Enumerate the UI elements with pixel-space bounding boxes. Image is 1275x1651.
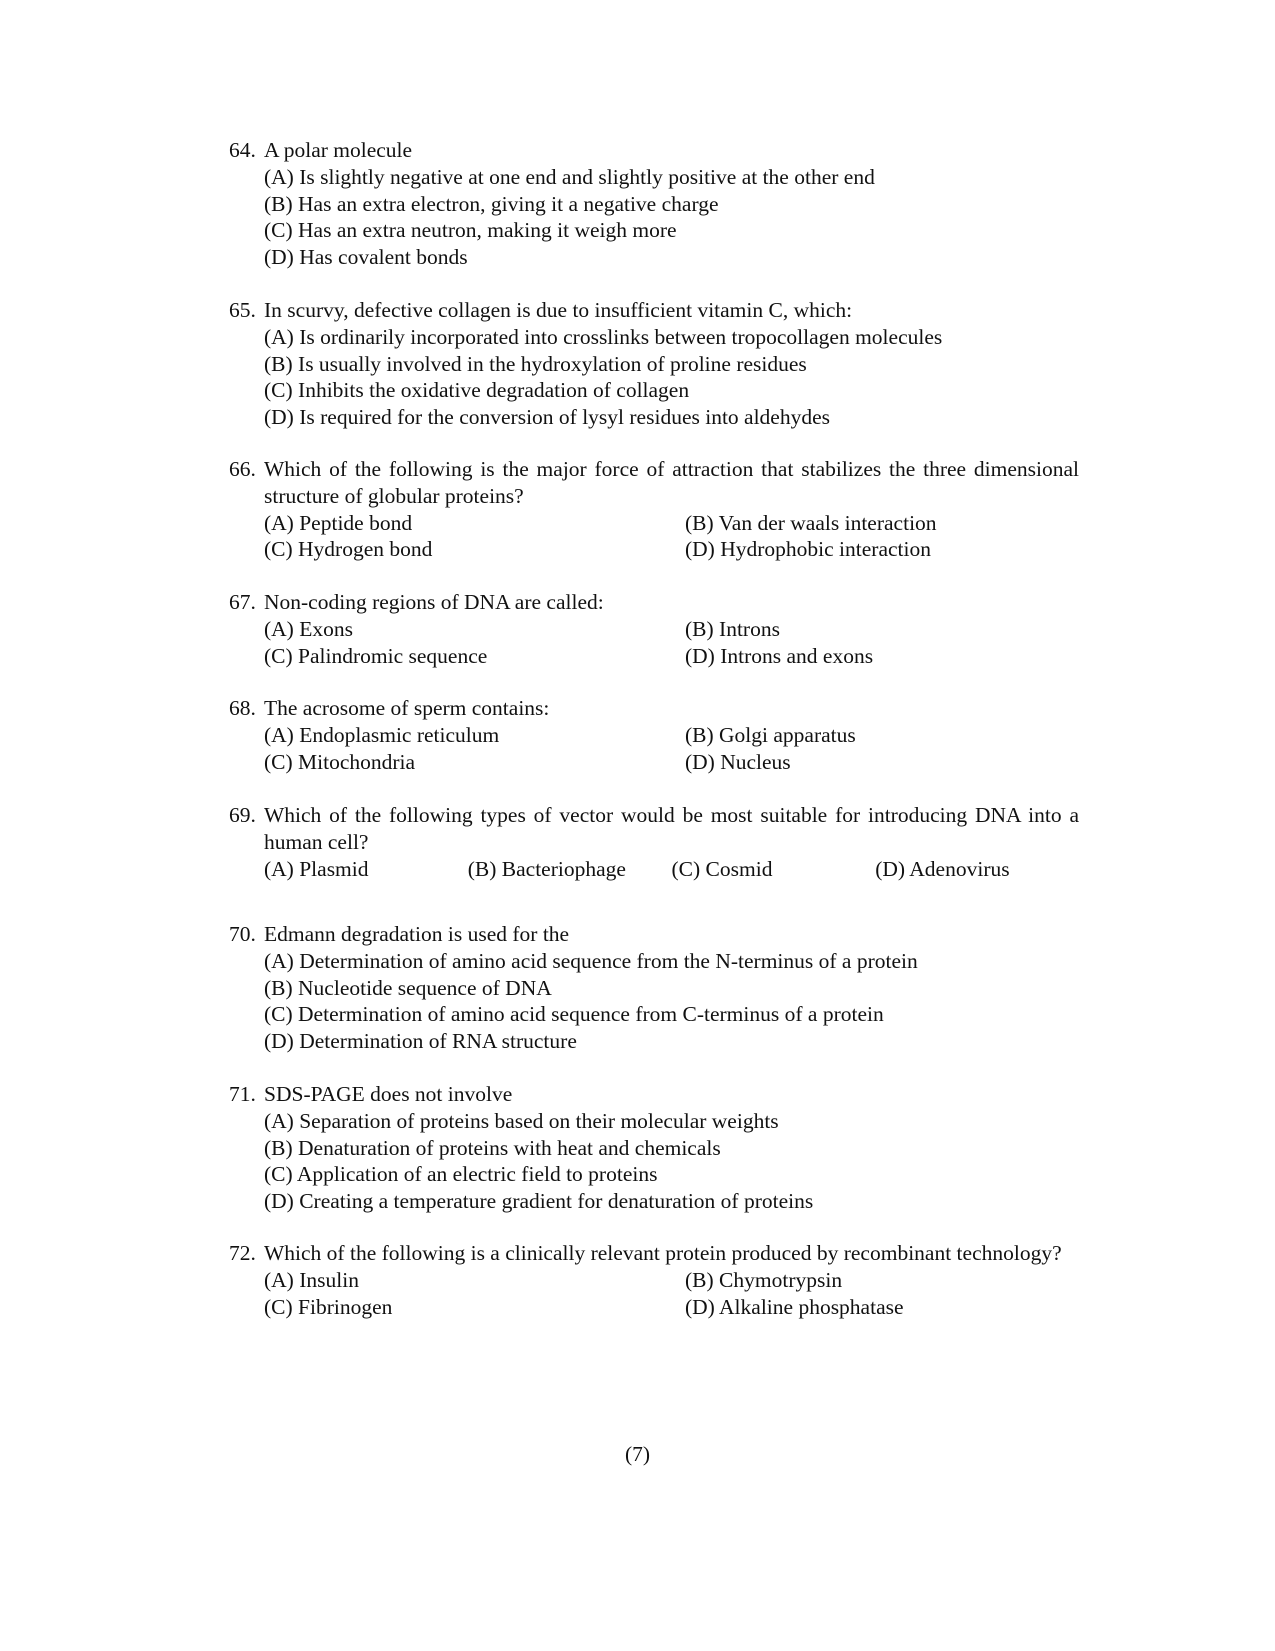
question-70 xyxy=(229,921,1079,1055)
question-number: 72. xyxy=(229,1241,256,1265)
question-stem xyxy=(229,1081,1079,1108)
option-a: (A) Is ordinarily incorporated into crosslinks between tropocollagen molecules xyxy=(264,324,943,349)
question-number: 69. xyxy=(229,803,256,827)
option-d: (D) Is required for the conversion of lysyl residues into aldehydes xyxy=(264,405,831,430)
question-number: 71. xyxy=(229,1082,256,1106)
question-71 xyxy=(229,1081,1079,1215)
question-stem xyxy=(229,921,1079,948)
option-d: (D) Introns and exons xyxy=(685,643,874,668)
options-row xyxy=(229,536,1079,563)
option-d: (D) Hydrophobic interaction xyxy=(685,537,931,562)
option-c: (C) Inhibits the oxidative degradation of collagen xyxy=(264,378,690,403)
question-65 xyxy=(229,297,1079,431)
option-a: (A) Peptide bond xyxy=(264,510,413,535)
question-stem xyxy=(229,802,1079,856)
question-stem xyxy=(229,456,1079,510)
options-row xyxy=(229,1267,1079,1294)
option-c: (C) Palindromic sequence xyxy=(264,643,488,668)
question-number: 64. xyxy=(229,138,256,162)
options-row xyxy=(229,643,1079,670)
question-68 xyxy=(229,695,1079,775)
option-d: (D) Nucleus xyxy=(685,749,791,774)
page-number: (7) xyxy=(624,1442,651,1466)
question-stem xyxy=(229,297,1079,324)
option-a: (A) Insulin xyxy=(264,1267,359,1292)
option-a: (A) Plasmid xyxy=(264,856,369,881)
option-b: (B) Is usually involved in the hydroxylation of proline residues xyxy=(264,351,807,376)
option-a: (A) Separation of proteins based on their molecular weights xyxy=(264,1108,779,1133)
question-text: Non-coding regions of DNA are called: xyxy=(264,590,604,614)
option-c: (C) Fibrinogen xyxy=(264,1294,393,1319)
option-b: (B) Denaturation of proteins with heat and chemicals xyxy=(264,1135,721,1160)
option-c: (C) Has an extra neutron, making it weigh more xyxy=(264,218,677,243)
question-text: Which of the following is a clinically relevant protein produced by recombinant technology? xyxy=(264,1241,1062,1265)
option-a: (A) Endoplasmic reticulum xyxy=(264,722,500,747)
option-c: (C) Hydrogen bond xyxy=(264,537,433,562)
question-69 xyxy=(229,802,1079,882)
option-d: (D) Adenovirus xyxy=(875,856,1010,881)
question-stem xyxy=(229,695,1079,722)
question-72 xyxy=(229,1240,1079,1320)
question-text: Which of the following is the major force of attraction that stabilizes the three dimensional structure of globular proteins? xyxy=(264,457,1079,508)
option-d: (D) Alkaline phosphatase xyxy=(685,1294,904,1319)
option-c: (C) Cosmid xyxy=(671,856,773,881)
question-stem xyxy=(229,589,1079,616)
question-64 xyxy=(229,137,1079,271)
option-b: (B) Has an extra electron, giving it a negative charge xyxy=(264,191,719,216)
question-text: Which of the following types of vector would be most suitable for introducing DNA into a human cell? xyxy=(264,803,1079,854)
option-b: (B) Bacteriophage xyxy=(467,856,626,881)
options-row xyxy=(229,510,1079,537)
options-row xyxy=(229,722,1079,749)
options-row xyxy=(229,616,1079,643)
question-text: The acrosome of sperm contains: xyxy=(264,696,550,720)
question-number: 70. xyxy=(229,922,256,946)
options-row xyxy=(229,1294,1079,1321)
option-b: (B) Introns xyxy=(685,616,780,641)
question-number: 68. xyxy=(229,696,256,720)
question-number: 65. xyxy=(229,298,256,322)
option-a: (A) Determination of amino acid sequence from the N-terminus of a protein xyxy=(264,948,918,973)
option-b: (B) Golgi apparatus xyxy=(685,722,856,747)
question-67 xyxy=(229,589,1079,669)
option-d: (D) Determination of RNA structure xyxy=(264,1029,577,1054)
question-text: A polar molecule xyxy=(264,138,413,162)
option-b: (B) Van der waals interaction xyxy=(685,510,937,535)
option-a: (A) Is slightly negative at one end and slightly positive at the other end xyxy=(264,164,875,189)
option-a: (A) Exons xyxy=(264,616,353,641)
option-b: (B) Nucleotide sequence of DNA xyxy=(264,975,552,1000)
question-number: 66. xyxy=(229,457,256,481)
options-row xyxy=(229,856,1079,883)
option-d: (D) Creating a temperature gradient for denaturation of proteins xyxy=(264,1189,814,1214)
question-stem xyxy=(229,137,1079,164)
question-number: 67. xyxy=(229,590,256,614)
option-c: (C) Mitochondria xyxy=(264,749,416,774)
option-c: (C) Application of an electric field to proteins xyxy=(264,1162,658,1187)
option-c: (C) Determination of amino acid sequence from C-terminus of a protein xyxy=(264,1002,884,1027)
question-text: In scurvy, defective collagen is due to insufficient vitamin C, which: xyxy=(264,298,853,322)
question-text: SDS-PAGE does not involve xyxy=(264,1082,513,1106)
question-text: Edmann degradation is used for the xyxy=(264,922,570,946)
options-row xyxy=(229,749,1079,776)
question-66 xyxy=(229,456,1079,563)
question-stem xyxy=(229,1240,1079,1267)
option-d: (D) Has covalent bonds xyxy=(264,245,468,270)
option-b: (B) Chymotrypsin xyxy=(685,1267,843,1292)
